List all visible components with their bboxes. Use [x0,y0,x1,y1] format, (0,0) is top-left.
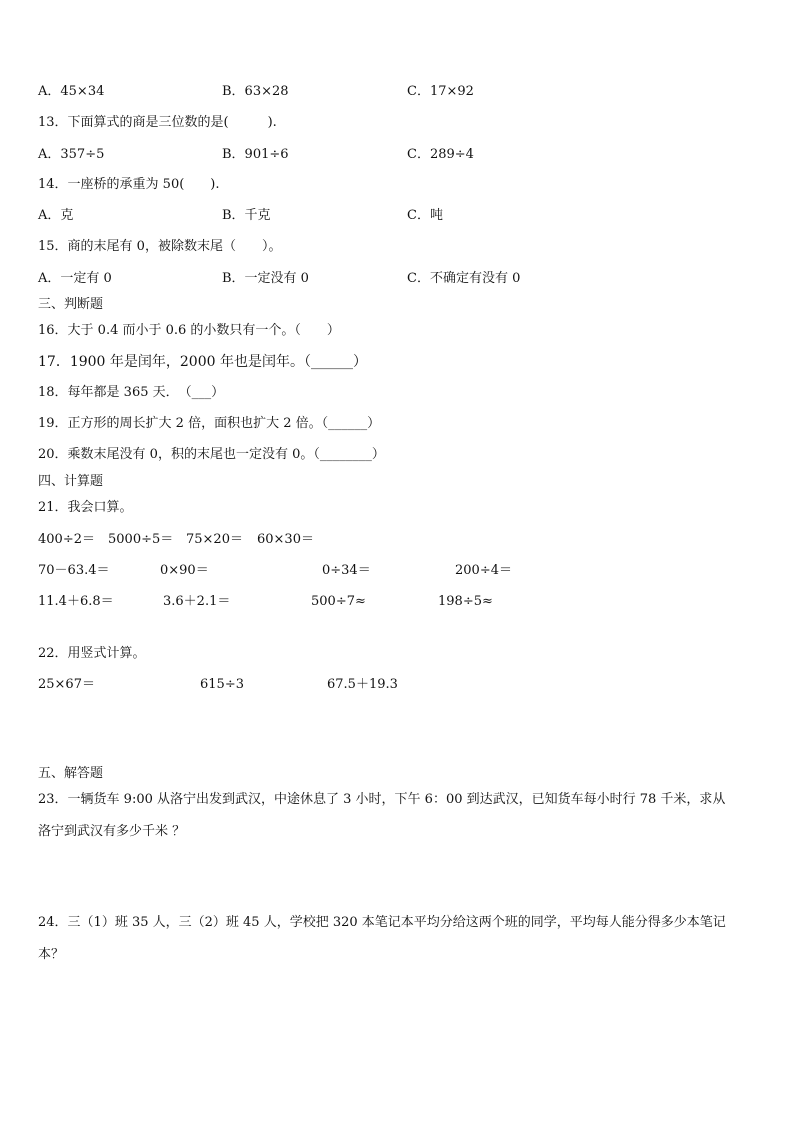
q22-item: 67.5＋19.3 [327,677,398,692]
q15-option-b: B．一定没有 0 [222,271,309,286]
q21-item: 500÷7≈ [311,594,366,609]
section-4-heading: 四、计算题 [38,474,104,489]
q24-line-2: 本？ [38,947,65,962]
q21-item: 3.6＋2.1＝ [163,594,231,609]
q22-title: 22．用竖式计算。 [38,646,146,661]
q24-line-1: 24．三（1）班 35 人，三（2）班 45 人，学校把 320 本笔记本平均分给这两个班的同学，平均每人能分得多少本笔记 [38,915,726,930]
q15-option-a: A．一定有 0 [38,271,112,286]
q14-text: 14．一座桥的承重为 50( ). [38,177,220,192]
section-3-heading: 三、判断题 [38,297,104,312]
q20-text: 20．乘数末尾没有 0，积的末尾也一定没有 0。（________） [38,447,385,462]
q15-text: 15．商的末尾有 0，被除数末尾（ ）。 [38,239,282,254]
q23-line-2: 洛宁到武汉有多少千米 ？ [38,824,186,839]
q21-item: 75×20＝ [186,532,243,547]
q21-title: 21．我会口算。 [38,500,133,515]
q22-item: 25×67＝ [38,677,95,692]
q14-option-a: A．克 [38,208,74,223]
q21-item: 0÷34＝ [322,563,371,578]
q22-item: 615÷3 [200,677,244,692]
q23-line-1: 23．一辆货车 9:00 从洛宁出发到武汉，中途休息了 3 小时，下午 6：00 到达武汉，已知货车每小时行 78 千米，求从 [38,792,726,807]
q21-item: 11.4＋6.8＝ [38,594,114,609]
q19-text: 19．正方形的周长扩大 2 倍，面积也扩大 2 倍。（______） [38,416,381,431]
q14-option-b: B．千克 [222,208,271,223]
q12-option-a: A．45×34 [38,84,105,99]
q21-item: 198÷5≈ [438,594,493,609]
q12-option-b: B．63×28 [222,84,289,99]
q13-option-c: C．289÷4 [407,147,474,162]
q12-option-c: C．17×92 [407,84,474,99]
q13-option-b: B．901÷6 [222,147,289,162]
q17-text: 17．1900 年是闰年，2000 年也是闰年。（______） [38,354,367,370]
q21-item: 5000÷5＝ [108,532,174,547]
q21-item: 0×90＝ [160,563,209,578]
q21-item: 60×30＝ [257,532,314,547]
q16-text: 16．大于 0.4 而小于 0.6 的小数只有一个。（ ） [38,323,340,338]
q18-text: 18．每年都是 365 天． （___） [38,385,225,400]
q13-text: 13．下面算式的商是三位数的是( ). [38,115,277,130]
q13-option-a: A．357÷5 [38,147,105,162]
q21-item: 200÷4＝ [455,563,512,578]
q15-option-c: C．不确定有没有 0 [407,271,521,286]
q14-option-c: C．吨 [407,208,443,223]
section-5-heading: 五、解答题 [38,766,104,781]
q21-item: 70－63.4＝ [38,563,110,578]
q21-item: 400÷2＝ [38,532,95,547]
